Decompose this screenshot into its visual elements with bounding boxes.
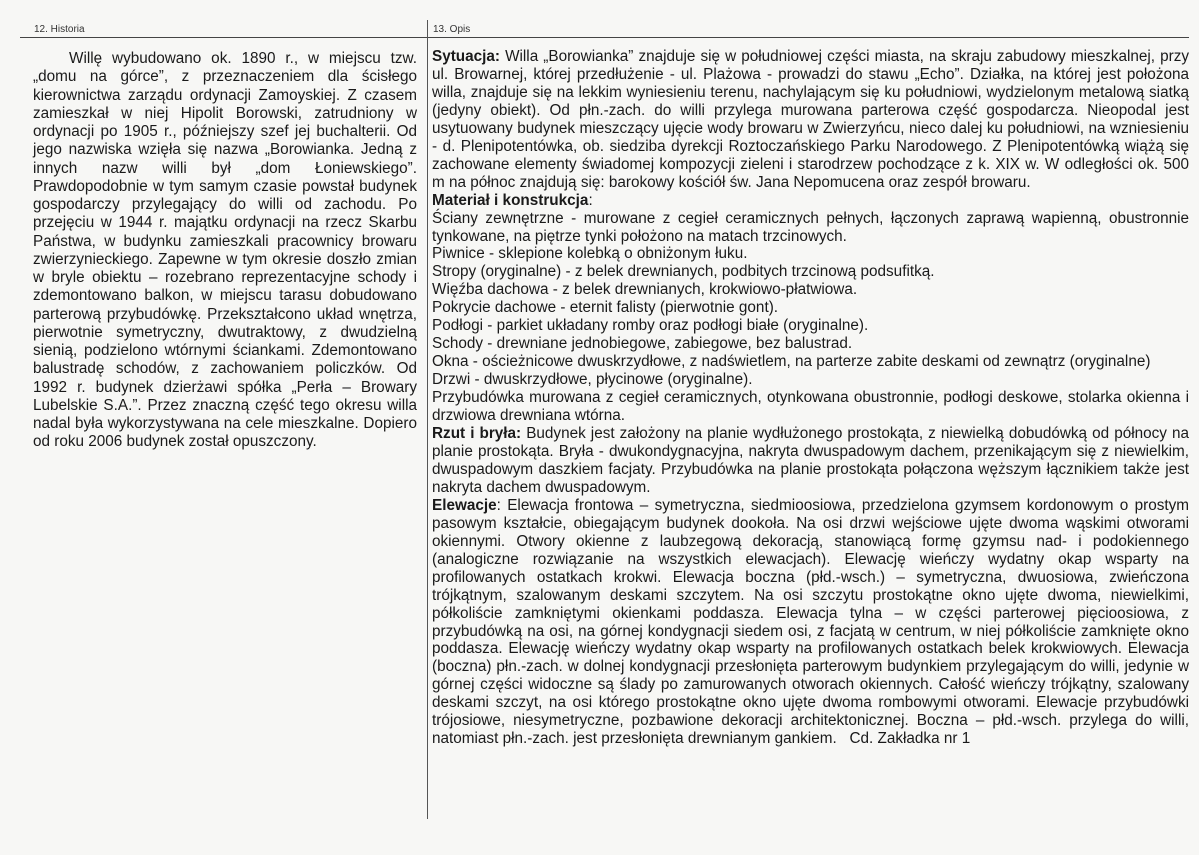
material-line: Podłogi - parkiet układany romby oraz podłogi białe (oryginalne). [432,317,869,335]
elewacje-text: : Elewacja frontowa – symetryczna, siedmioosiowa, przedzielona gzymsem kordonowym o prostym pasowym kształcie, obiegającym budynek dookoła. Na osi drzwi wejściowe ujęte dwoma wąskimi otworami okiennymi. Otwory okienne z laubzegową dekoracją, stanowiącą formę gzymsu nad- i podokiennego (analogiczne rozwiązanie na wszystkich elewacjach). Elewację wieńczy wydatny okap wsparty na profilowanych ostatkach krokwi. Elewacja boczna (płd.-wsch.) – symetryczna, dwuosiowa, zwieńczona trójkątnym, szalowanym deskami szczytem. Na osi szczytu prostokątne okno ujęte dwoma, niewielkimi, półkoliście zamkniętymi okienkami poddasza. Elewacja tylna – w części parterowej pięcioosiowa, z przybudówką na osi, na górnej kondygnacji siedem osi, z facjatą w centrum, w niej półkoliście zamknięte okno poddasza. Elewację wieńczy wydatny okap wsparty na profilowanych ostatkach belek krokwiowych. Elewacja (boczna) płn.-zach. w dolnej kondygnacji przesłonięta parterowym budynkiem przylegającym do willi, jedynie w górnej części widoczne są ślady po zamurowanych otworach okiennych. Całość wieńczy trójkątny, szalowany deskami szczyt, na osi którego prostokątne okno ujęte dwoma rombowymi otworami. Elewacje przybudówki trójosiowe, niesymetryczne, pozbawione dekoracji architektonicznej. Boczna – płd.-wsch. przylega do willi, natomiast płn.-zach. jest przesłonięta drewnianym gankiem. [432,496,1189,748]
material-line: Okna - ościeżnicowe dwuskrzydłowe, z nadświetlem, na parterze zabite deskami od zewnątrz (oryginalne) [432,353,1151,371]
right-column-header: 13. Opis [433,24,471,35]
elewacje-label: Elewacje [432,496,497,514]
material-line: Stropy (oryginalne) - z belek drewnianych, podbitych trzcinową podsufitką. [432,263,935,281]
material-line: Więźba dachowa - z belek drewnianych, krokwiowo-płatwiowa. [432,281,858,299]
historia-section [33,50,417,452]
material-line: Drzwi - dwuskrzydłowe, płycinowe (oryginalne). [432,371,753,389]
rzut-text: Budynek jest założony na planie wydłużonego prostokąta, z niewielką dobudówką od północy na planie prostokąta. Bryła - dwukondygnacyjna, nakryta dwuspadowym dachem, przenikającym się z niewielkim, dwuspadowym daszkiem facjaty. Przybudówka na planie prostokąta połączona węższym łącznikiem także jest nakryta dachem dwuspadowym. [432,425,1189,496]
material-line: Pokrycie dachowe - eternit falisty (pierwotnie gont). [432,299,779,317]
material-line: Przybudówka murowana z cegieł ceramicznych, otynkowana obustronnie, podłogi deskowe, stolarka okienna i drzwiowa drewniana wtórna. [432,389,1189,425]
sytuacja-label: Sytuacja: [432,48,501,65]
opis-section [432,48,1189,748]
rzut-label: Rzut i bryła: [432,425,522,443]
sytuacja-text: Willa „Borowianka” znajduje się w południowej części miasta, na skraju zabudowy mieszkalnej, przy ul. Browarnej, której przedłużenie - ul. Plażowa - prowadzi do stawu „Echo”. Działka, na której jest położona willa, znajduje się na lekkim wyniesieniu terenu, nachylającym się ku południowi, wydzielonym metalową siatką (jedyny obiekt). Od płn.-zach. do willi przylega murowana parterowa część gospodarcza. Nieopodal jest usytuowany budynek mieszczący ujęcie wody browaru w Zwierzyńcu, nieco dalej ku południowi, na wzniesieniu - d. Plenipotentówka, ob. siedziba dyrekcji Roztoczańskiego Parku Narodowego. Z Plenipotentówką wiążą się zachowane elementy świadomej kompozycji zieleni i starodrzew pochodzące z k. XIX w. W odległości ok. 500 m na północ znajdują się: barokowy kościół św. Jana Nepomucena oraz zespół browaru. [432,48,1189,191]
column-divider [427,20,428,819]
elewacje-paragraph [432,497,1189,748]
continuation-note: Cd. Zakładka nr 1 [836,730,971,748]
material-line: Ściany zewnętrzne - murowane z cegieł ceramicznych pełnych, łączonych zaprawą wapienną, obustronnie tynkowane, na piętrze tynki położono na matach trzcinowych. [432,209,1189,245]
material-line: Piwnice - sklepione kolebką o obniżonym łuku. [432,245,748,263]
rzut-paragraph [432,425,1189,497]
material-label: Materiał i konstrukcja [432,191,589,209]
left-column-header: 12. Historia [34,24,85,35]
historia-paragraph: Willę wybudowano ok. 1890 r., w miejscu tzw. „domu na górce”, z przeznaczeniem dla ścisłego kierownictwa zarządu ordynacji Zamoyskiej. Z czasem zamieszkał w niej Hipolit Borowski, zatrudniony w ordynacji po 1905 r., późniejszy szef jej buchalterii. Od jego nazwiska wzięła się nazwa „Borowianka. Jedną z innych nazw willi był „dom Łoniewskiego”. Prawdopodobnie w tym samym czasie powstał budynek gospodarczy przylegający do willi od zachodu. Po przejęciu w 1944 r. majątku ordynacji na rzecz Skarbu Państwa, w budynku zamieszkali pracownicy browaru zwierzynieckiego. Zapewne w tym okresie doszło zmian w bryle obiektu – rozebrano reprezentacyjne schody i zdemontowano balkon, w miejscu tarasu dobudowano parterową przybudówkę. Przekształcono układ wnętrza, pierwotnie symetryczny, dwutraktowy, z dwudzielną sienią, podzielono wtórnymi ściankami. Zdemontowano balustradę schodów, z zachowaniem policzków. Od 1992 r. budynek dzierżawi spółka „Perła – Browary Lubelskie S.A.”. Przez znaczną część tego okresu willa nadal była wykorzystywana na cele mieszkalne. Dopiero od roku 2006 budynek został opuszczony. [33,50,417,451]
material-suffix: : [588,191,593,209]
material-heading [432,192,1189,210]
material-line: Schody - drewniane jednobiegowe, zabiegowe, bez balustrad. [432,335,853,353]
header-rule [20,37,1189,38]
sytuacja-paragraph [432,48,1189,192]
